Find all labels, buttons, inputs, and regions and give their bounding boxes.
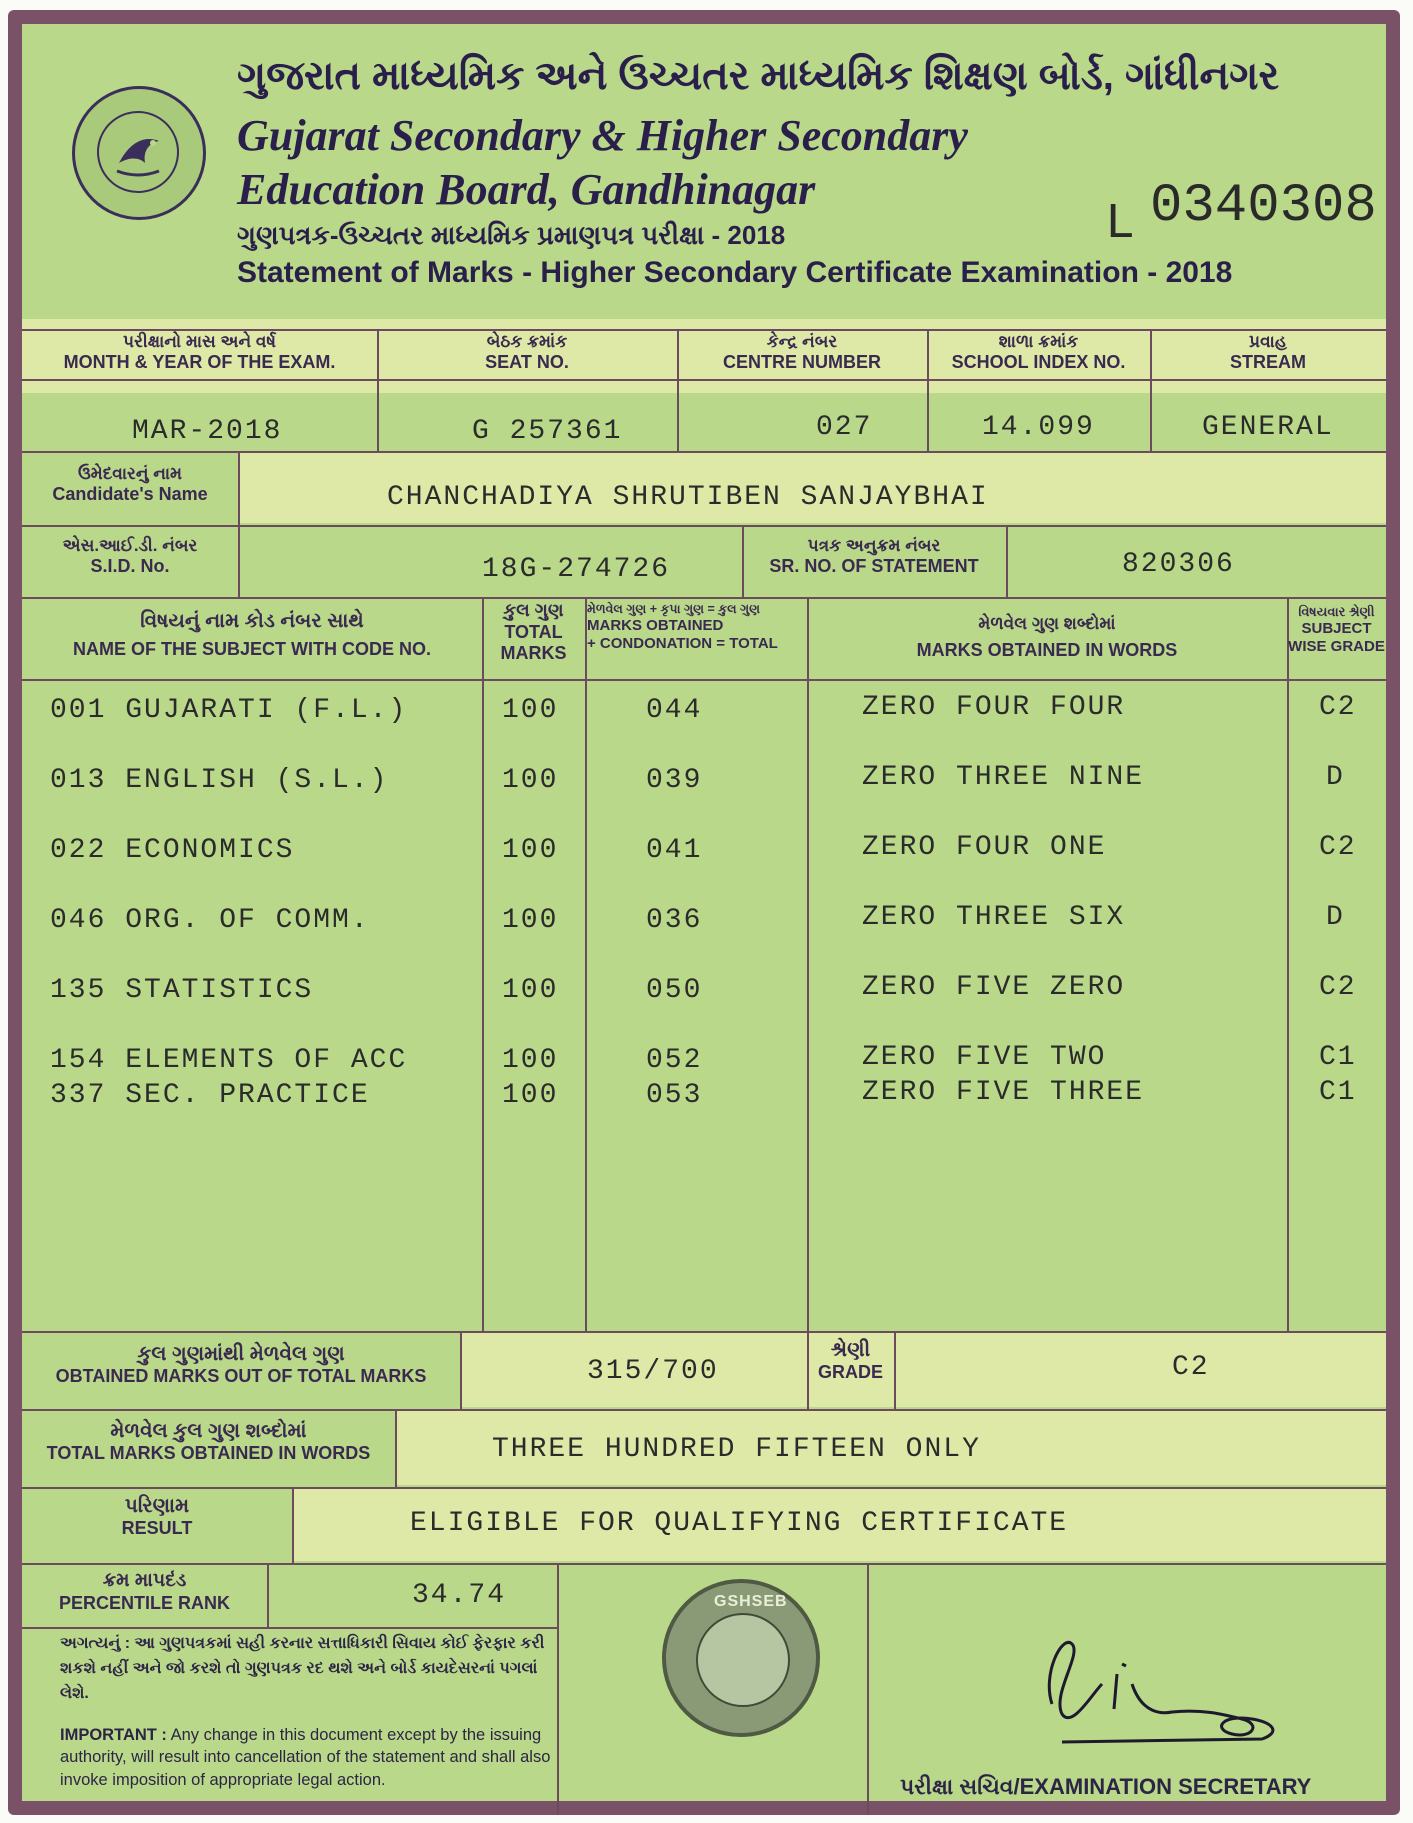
month-year-value: MAR-2018: [132, 416, 283, 447]
subject-total: 100: [502, 835, 559, 866]
subject-words: ZERO FIVE THREE: [862, 1077, 1145, 1108]
subject-name: 013 ENGLISH (S.L.): [50, 765, 389, 796]
subject-words: ZERO FIVE TWO: [862, 1042, 1107, 1073]
subject-name: 001 GUJARATI (F.L.): [50, 695, 408, 726]
subject-total: 100: [502, 765, 559, 796]
important-note-english: IMPORTANT : Any change in this document except by the issuing authority, will result into cancellation of the statement and shall also invoke imposition of appropriate legal action.: [60, 1726, 551, 1789]
subject-grade: D: [1326, 762, 1345, 793]
subject-name: 135 STATISTICS: [50, 975, 314, 1006]
subject-name: 337 SEC. PRACTICE: [50, 1080, 370, 1111]
subject-grade-header: વિષયવાર શ્રેણી SUBJECT WISE GRADE: [1288, 604, 1385, 655]
subject-obtained: 036: [646, 905, 703, 936]
candidate-name-value: CHANCHADIYA SHRUTIBEN SANJAYBHAI: [387, 482, 989, 513]
serial-number: 0340308: [1150, 176, 1377, 237]
subject-words: ZERO FIVE ZERO: [862, 972, 1126, 1003]
candidate-name-label: ઉમેદવારનું નામ Candidate's Name: [52, 464, 208, 505]
stream-value: GENERAL: [1202, 412, 1334, 443]
obtained-marks-label: કુલ ગુણમાંથી મેળવેલ ગુણ OBTAINED MARKS OUT OF TOTAL MARKS: [55, 1343, 427, 1386]
total-words-value: THREE HUNDRED FIFTEEN ONLY: [492, 1434, 981, 1465]
result-value: ELIGIBLE FOR QUALIFYING CERTIFICATE: [410, 1508, 1069, 1539]
hologram-text: GSHSEB: [714, 1593, 788, 1610]
school-index-value: 14.099: [982, 412, 1095, 443]
bird-emblem-icon: [99, 113, 177, 191]
sr-no-label: પત્રક અનુક્રમ નંબર SR. NO. OF STATEMENT: [769, 536, 979, 577]
subject-words: ZERO FOUR ONE: [862, 832, 1107, 863]
stream-label: પ્રવાહ STREAM: [1230, 332, 1306, 373]
centre-number-value: 027: [816, 412, 873, 443]
serial-prefix: L: [1105, 196, 1136, 253]
sr-no-value: 820306: [1122, 549, 1235, 580]
subject-obtained: 041: [646, 835, 703, 866]
result-label: પરિણામ RESULT: [121, 1495, 193, 1538]
subject-grade: D: [1326, 902, 1345, 933]
percentile-label: ક્રમ માપદંડ PERCENTILE RANK: [58, 1570, 230, 1613]
percentile-value: 34.74: [412, 1580, 507, 1611]
subject-grade: C2: [1319, 692, 1357, 723]
hologram-inner: [696, 1613, 790, 1707]
subject-grade: C1: [1319, 1077, 1357, 1108]
important-note-gujarati: અગત્યનું : આ ગુણપત્રકમાં સહી કરનાર સત્તાધિકારી સિવાય કોઈ ફેરફાર કરી શકશે નહીં અને જો કરશે તો ગુણપત્રક રદ થશે અને બોર્ડ કાયદેસરનાં પગલાં લેશે.: [60, 1635, 545, 1702]
school-index-label: શાળા ક્રમાંક SCHOOL INDEX NO.: [951, 332, 1126, 373]
subject-grade: C2: [1319, 832, 1357, 863]
subject-header: વિષયનું નામ કોડ નંબર સાથે NAME OF THE SUBJECT WITH CODE NO.: [72, 610, 431, 659]
examination-secretary-label: પરીક્ષા સચિવ/EXAMINATION SECRETARY: [900, 1774, 1312, 1799]
subject-obtained: 053: [646, 1080, 703, 1111]
total-words-label: મેળવેલ કુલ ગુણ શબ્દોમાં TOTAL MARKS OBTAINED IN WORDS: [46, 1420, 371, 1463]
statement-title-gujarati: ગુણપત્રક-ઉચ્ચતર માધ્યમિક પ્રમાણપત્ર પરીક્ષા - 2018: [237, 220, 786, 250]
subject-obtained: 044: [646, 695, 703, 726]
board-name-gujarati: ગુજરાત માધ્યમિક અને ઉચ્ચતર માધ્યમિક શિક્ષણ બોર્ડ, ગાંધીનગર: [237, 54, 1280, 98]
subject-total: 100: [502, 1080, 559, 1111]
marks-in-words-header: મેળવેલ ગુણ શબ્દોમાં MARKS OBTAINED IN WORDS: [916, 614, 1178, 661]
subject-total: 100: [502, 695, 559, 726]
subject-total: 100: [502, 905, 559, 936]
subject-total: 100: [502, 975, 559, 1006]
obtained-marks-header: મેળવેલ ગુણ + કૃપા ગુણ = કુલ ગુણ MARKS OBTAINED + CONDONATION = TOTAL: [587, 602, 778, 652]
subject-name: 046 ORG. OF COMM.: [50, 905, 370, 936]
subject-obtained: 039: [646, 765, 703, 796]
subject-name: 154 ELEMENTS OF ACC: [50, 1045, 408, 1076]
subject-total: 100: [502, 1045, 559, 1076]
month-year-label: પરીક્ષાનો માસ અને વર્ષ MONTH & YEAR OF THE EXAM.: [63, 332, 336, 373]
subject-words: ZERO THREE SIX: [862, 902, 1126, 933]
total-marks-header: કુલ ગુણ TOTAL MARKS: [500, 600, 567, 664]
sid-label: એસ.આઈ.ડી. નંબર S.I.D. No.: [62, 536, 198, 577]
seat-no-label: બેઠક ક્રમાંક SEAT NO.: [485, 332, 569, 373]
marksheet: [8, 10, 1400, 1815]
overall-grade-value: C2: [1172, 1352, 1210, 1383]
subject-obtained: 050: [646, 975, 703, 1006]
subject-obtained: 052: [646, 1045, 703, 1076]
statement-title-english: Statement of Marks - Higher Secondary Certificate Examination - 2018: [237, 256, 1233, 289]
subject-words: ZERO FOUR FOUR: [862, 692, 1126, 723]
centre-number-label: કેન્દ્ર નંબર CENTRE NUMBER: [722, 332, 881, 373]
sid-value: 18G-274726: [482, 554, 671, 585]
subject-name: 022 ECONOMICS: [50, 835, 295, 866]
secretary-signature-icon: [1022, 1614, 1302, 1764]
seal-inner-ring: [97, 111, 179, 193]
board-name-english-line1: Gujarat Secondary & Higher Secondary: [237, 111, 968, 160]
board-seal-icon: [72, 86, 206, 220]
board-name-english-line2: Education Board, Gandhinagar: [237, 165, 816, 214]
subject-grade: C1: [1319, 1042, 1357, 1073]
subject-words: ZERO THREE NINE: [862, 762, 1145, 793]
obtained-marks-value: 315/700: [587, 1356, 719, 1387]
subject-grade: C2: [1319, 972, 1357, 1003]
hologram-seal-icon: [662, 1579, 820, 1737]
grade-label: શ્રેણી GRADE: [817, 1339, 883, 1382]
seat-no-value: G 257361: [472, 416, 623, 447]
